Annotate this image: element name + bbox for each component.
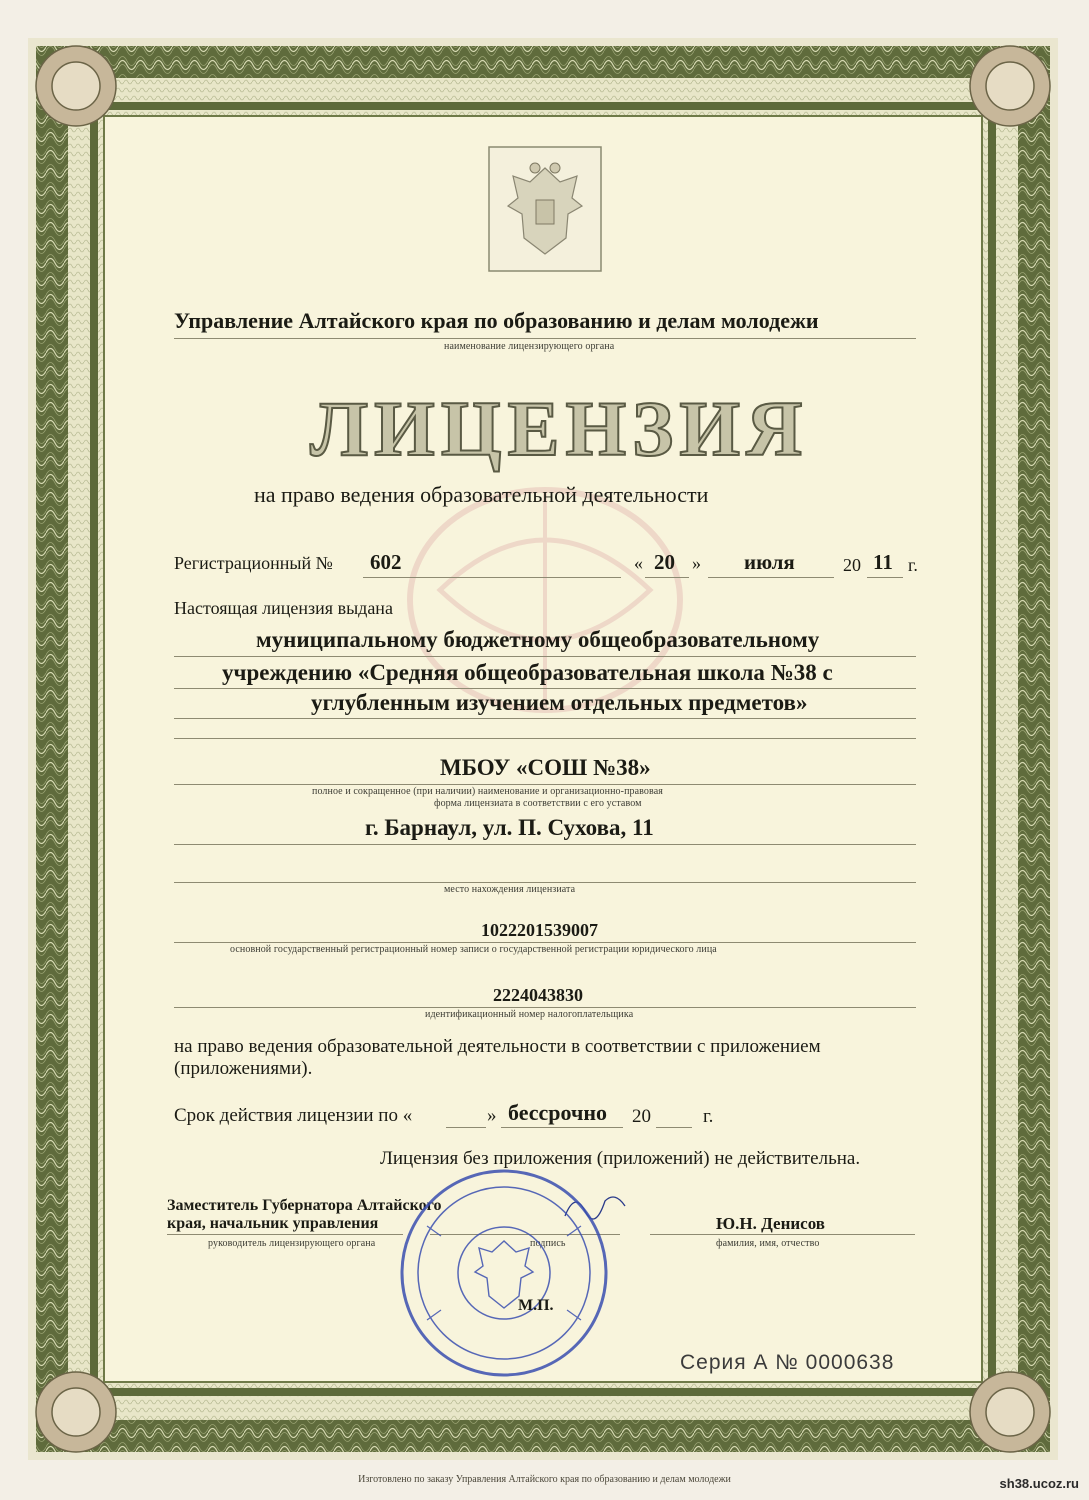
inn-caption: идентификационный номер налогоплательщика (425, 1009, 634, 1020)
licensee-caption-line-1: полное и сокращенное (при наличии) наименование и организационно-правовая (312, 786, 663, 797)
ogrn-caption: основной государственный регистрационный номер записи о государственной регистрации юридического лица (230, 944, 717, 955)
registration-year-unit: г. (908, 555, 918, 575)
signature-caption: подпись (530, 1238, 566, 1249)
purpose-line-2: (приложениями). (174, 1058, 313, 1079)
registration-quote-open: « (634, 553, 643, 573)
licensee-short-name: МБОУ «СОШ №38» (440, 755, 651, 780)
document-subtitle: на право ведения образовательной деятельности (254, 482, 709, 507)
site-url: sh38.ucoz.ru (999, 1476, 1079, 1491)
coat-of-arms-icon (488, 146, 602, 272)
signatory-position-line-1: Заместитель Губернатора Алтайского (167, 1197, 442, 1214)
licensee-full-line-3: углубленным изучением отдельных предметов» (311, 690, 808, 715)
validity-year-prefix: 20 (632, 1106, 651, 1127)
address-caption: место нахождения лицензиата (444, 884, 576, 895)
series-number: Серия А № 0000638 (680, 1351, 895, 1374)
invalid-note: Лицензия без приложения (приложений) не действительна. (380, 1148, 861, 1169)
licensee-full-line-1: муниципальному бюджетному общеобразовательному (256, 627, 820, 652)
signatory-name-caption: фамилия, имя, отчество (716, 1238, 820, 1249)
ogrn-value: 1022201539007 (481, 920, 598, 940)
signatory-name: Ю.Н. Денисов (716, 1214, 825, 1233)
purpose-line-1: на право ведения образовательной деятельности в соответствии с приложением (174, 1036, 821, 1057)
authority-name: Управление Алтайского края по образованию и делам молодежи (174, 308, 819, 333)
inn-value: 2224043830 (493, 985, 583, 1005)
printer-note: Изготовлено по заказу Управления Алтайского края по образованию и делам молодежи (358, 1474, 731, 1485)
registration-year-prefix: 20 (843, 555, 861, 575)
validity-value: бессрочно (508, 1100, 608, 1125)
registration-day: 20 (654, 550, 675, 574)
registration-month: июля (744, 550, 795, 574)
document-title: ЛИЦЕНЗИЯ (310, 385, 809, 472)
seal-mark: М.П. (518, 1297, 554, 1314)
licensee-full-line-2: учреждению «Средняя общеобразовательная школа №38 с (222, 660, 833, 685)
official-seal (397, 1166, 611, 1380)
authority-caption: наименование лицензирующего органа (444, 341, 615, 352)
licensee-caption-line-2: форма лицензиата в соответствии с его уставом (434, 798, 642, 809)
registration-number: 602 (370, 550, 402, 574)
registration-quote-close: » (692, 553, 701, 573)
validity-year-unit: г. (703, 1106, 714, 1127)
licensee-address: г. Барнаул, ул. П. Сухова, 11 (365, 815, 654, 840)
validity-label: Срок действия лицензии по « (174, 1105, 413, 1126)
validity-quote-close: » (487, 1105, 497, 1126)
signatory-position-caption: руководитель лицензирующего органа (208, 1238, 376, 1249)
signatory-position-line-2: края, начальник управления (167, 1215, 379, 1232)
registration-label: Регистрационный № (174, 553, 333, 573)
issued-to-label: Настоящая лицензия выдана (174, 598, 393, 618)
registration-year-suffix: 11 (873, 550, 893, 574)
